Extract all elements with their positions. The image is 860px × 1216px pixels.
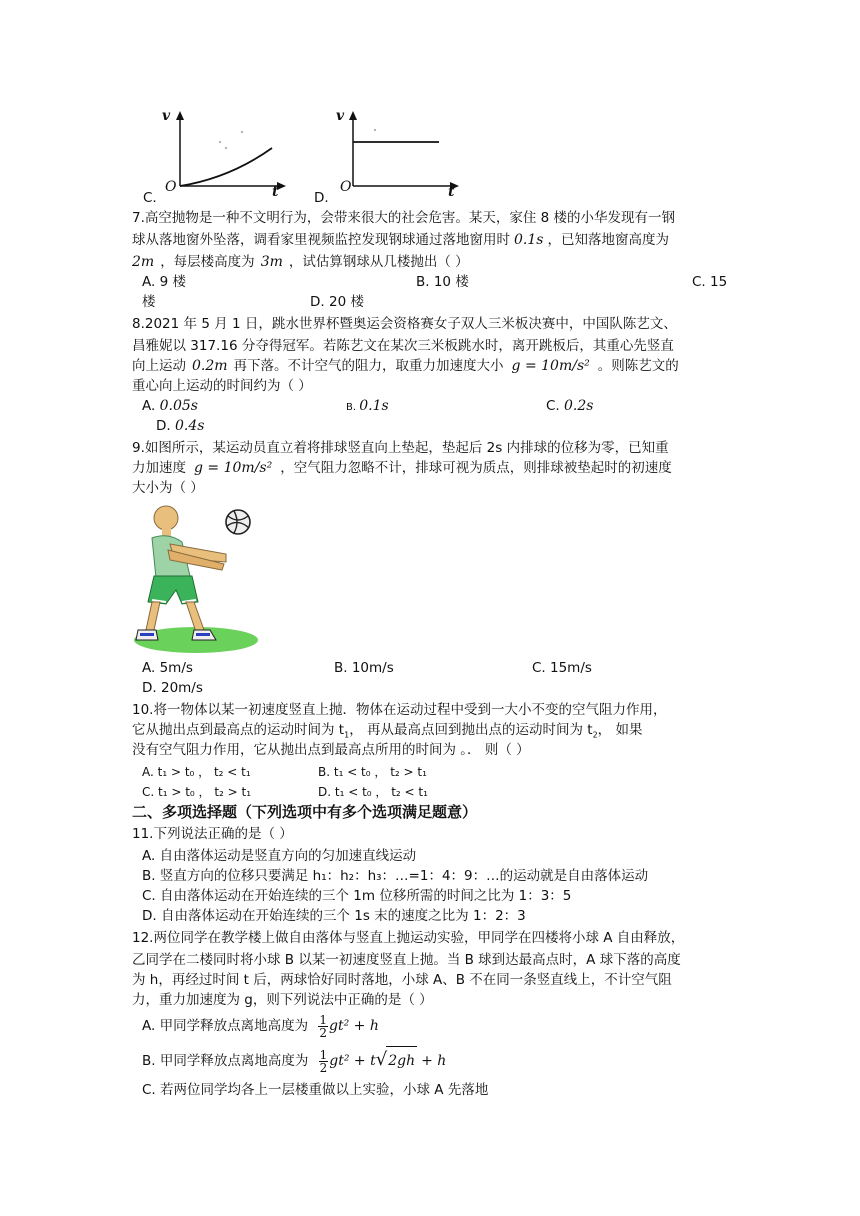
q8-option-a[interactable]: A. 0.05s — [142, 398, 198, 414]
q8-line3: 向上运动 0.2m 再下落。不计空气的阻力，取重力加速度大小 g = 10m/s² 。则陈艺文的 — [132, 358, 679, 374]
q9-option-a[interactable]: A. 5m/s — [142, 660, 193, 676]
q9-option-d[interactable]: D. 20m/s — [142, 680, 203, 696]
q8-option-c[interactable]: C. 0.2s — [546, 398, 594, 414]
q10-option-a[interactable]: A. t₁ > t₀ ， t₂ < t₁ — [142, 765, 251, 779]
graph-c — [160, 108, 290, 200]
q8-option-b[interactable]: B. 0.1s — [346, 398, 389, 414]
graph-d — [335, 108, 465, 200]
q11-option-a[interactable]: A. 自由落体运动是竖直方向的匀加速直线运动 — [142, 848, 417, 864]
graph-d-v-label: v — [336, 108, 345, 124]
q7-option-a[interactable]: A. 9 楼 — [142, 274, 186, 290]
q9-line2: 力加速度 g = 10m/s² ，空气阻力忽略不计，排球可视为质点，则排球被垫起时的初速度 — [132, 460, 672, 476]
q9-option-b[interactable]: B. 10m/s — [334, 660, 394, 676]
q12-line4: 力，重力加速度为 g，则下列说法中正确的是（ ） — [132, 992, 433, 1008]
q12-option-a[interactable]: A. 甲同学释放点离地高度为 $\frac{1}{2}$ gt² + h — [142, 1012, 379, 1040]
q10-line3: 没有空气阻力作用，它从抛出点到最高点所用的时间为 。． 则（ ） — [132, 742, 530, 758]
q11-stem: 11.下列说法正确的是（ ） — [132, 826, 293, 842]
q7-option-b[interactable]: B. 10 楼 — [416, 274, 469, 290]
graph-d-origin-label: O — [340, 179, 352, 195]
q8-option-d[interactable]: D. 0.4s — [156, 418, 205, 434]
q10-option-d[interactable]: D. t₁ < t₀ ， t₂ < t₁ — [318, 785, 428, 799]
q7-line3: 2m ，每层楼高度为 3m ，试估算钢球从几楼抛出（ ） — [132, 254, 469, 270]
graph-d-t-label: t — [448, 184, 455, 200]
q8-line2: 昌雅妮以 317.16 分夺得冠军。若陈艺文在某次三米板跳水时，离开跳板后，其重心先竖直 — [132, 338, 674, 354]
graph-d-label: D. — [314, 190, 329, 206]
q8-line1: 8.2021 年 5 月 1 日，跳水世界杯暨奥运会资格赛女子双人三米板决赛中，中国队陈艺文、 — [132, 316, 677, 332]
q10-option-b[interactable]: B. t₁ < t₀ ， t₂ > t₁ — [318, 765, 427, 779]
q10-option-c[interactable]: C. t₁ > t₀ ， t₂ > t₁ — [142, 785, 252, 799]
q12-line1: 12.两位同学在教学楼上做自由落体与竖直上抛运动实验，甲同学在四楼将小球 A 自由释放， — [132, 930, 685, 946]
graph-c-origin-label: O — [165, 179, 177, 195]
q12-option-b[interactable]: B. 甲同学释放点离地高度为 $\frac{1}{2}$ gt² + t√2gh + h — [142, 1047, 447, 1075]
fraction-half: $\frac{1}{2}$ — [319, 1012, 328, 1040]
q9-option-c[interactable]: C. 15m/s — [532, 660, 592, 676]
q9-line1: 9.如图所示，某运动员直立着将排球竖直向上垫起，垫起后 2s 内排球的位移为零，已知重 — [132, 440, 669, 456]
q10-line2: 它从抛出点到最高点的运动时间为 $t_1$， 再从最高点回到抛出点的运动时间为 $t_2$， 如果 — [132, 722, 643, 740]
q12-line3: 为 h，再经过时间 t 后，两球恰好同时落地，小球 A、B 不在同一条竖直线上，不计空气阻 — [132, 972, 672, 988]
q11-option-d[interactable]: D. 自由落体运动在开始连续的三个 1s 末的速度之比为 1：2：3 — [142, 908, 526, 924]
graph-c-v-label: v — [162, 108, 171, 124]
sqrt-sign: √ — [375, 1049, 388, 1070]
q10-line1: 10.将一物体以某一初速度竖直上抛．物体在运动过程中受到一大小不变的空气阻力作用， — [132, 702, 667, 718]
q11-option-b[interactable]: B. 竖直方向的位移只要满足 h₁：h₂：h₃：…=1：4：9：…的运动就是自由落体运动 — [142, 868, 649, 884]
q7-option-c[interactable]: C. 15 — [692, 274, 728, 290]
q12-line2: 乙同学在二楼同时将小球 B 以某一初速度竖直上抛。当 B 球到达最高点时，A 球下落的高度 — [132, 952, 681, 968]
q12-option-c[interactable]: C. 若两位同学均各上一层楼重做以上实验，小球 A 先落地 — [142, 1082, 489, 1098]
graph-c-label: C. — [143, 190, 157, 206]
q9-line3: 大小为（ ） — [132, 480, 204, 496]
q8-line4: 重心向上运动的时间约为（ ） — [132, 378, 312, 394]
section-2-heading: 二、多项选择题（下列选项中有多个选项满足题意） — [132, 803, 478, 821]
q7-line2: 球从落地窗外坠落，调看家里视频监控发现钢球通过落地窗用时 0.1s ，已知落地窗高度为 — [132, 232, 669, 248]
graph-c-t-label: t — [272, 184, 279, 200]
q7-line1: 7.高空抛物是一种不文明行为，会带来很大的社会危害。某天，家住 8 楼的小华发现有一钢 — [132, 210, 676, 226]
fraction-half: $\frac{1}{2}$ — [319, 1047, 328, 1075]
q11-option-c[interactable]: C. 自由落体运动在开始连续的三个 1m 位移所需的时间之比为 1：3：5 — [142, 888, 572, 904]
volleyball-player-illustration — [130, 502, 264, 654]
q7-option-c-cont: 楼 — [142, 294, 156, 310]
q7-option-d[interactable]: D. 20 楼 — [310, 294, 364, 310]
